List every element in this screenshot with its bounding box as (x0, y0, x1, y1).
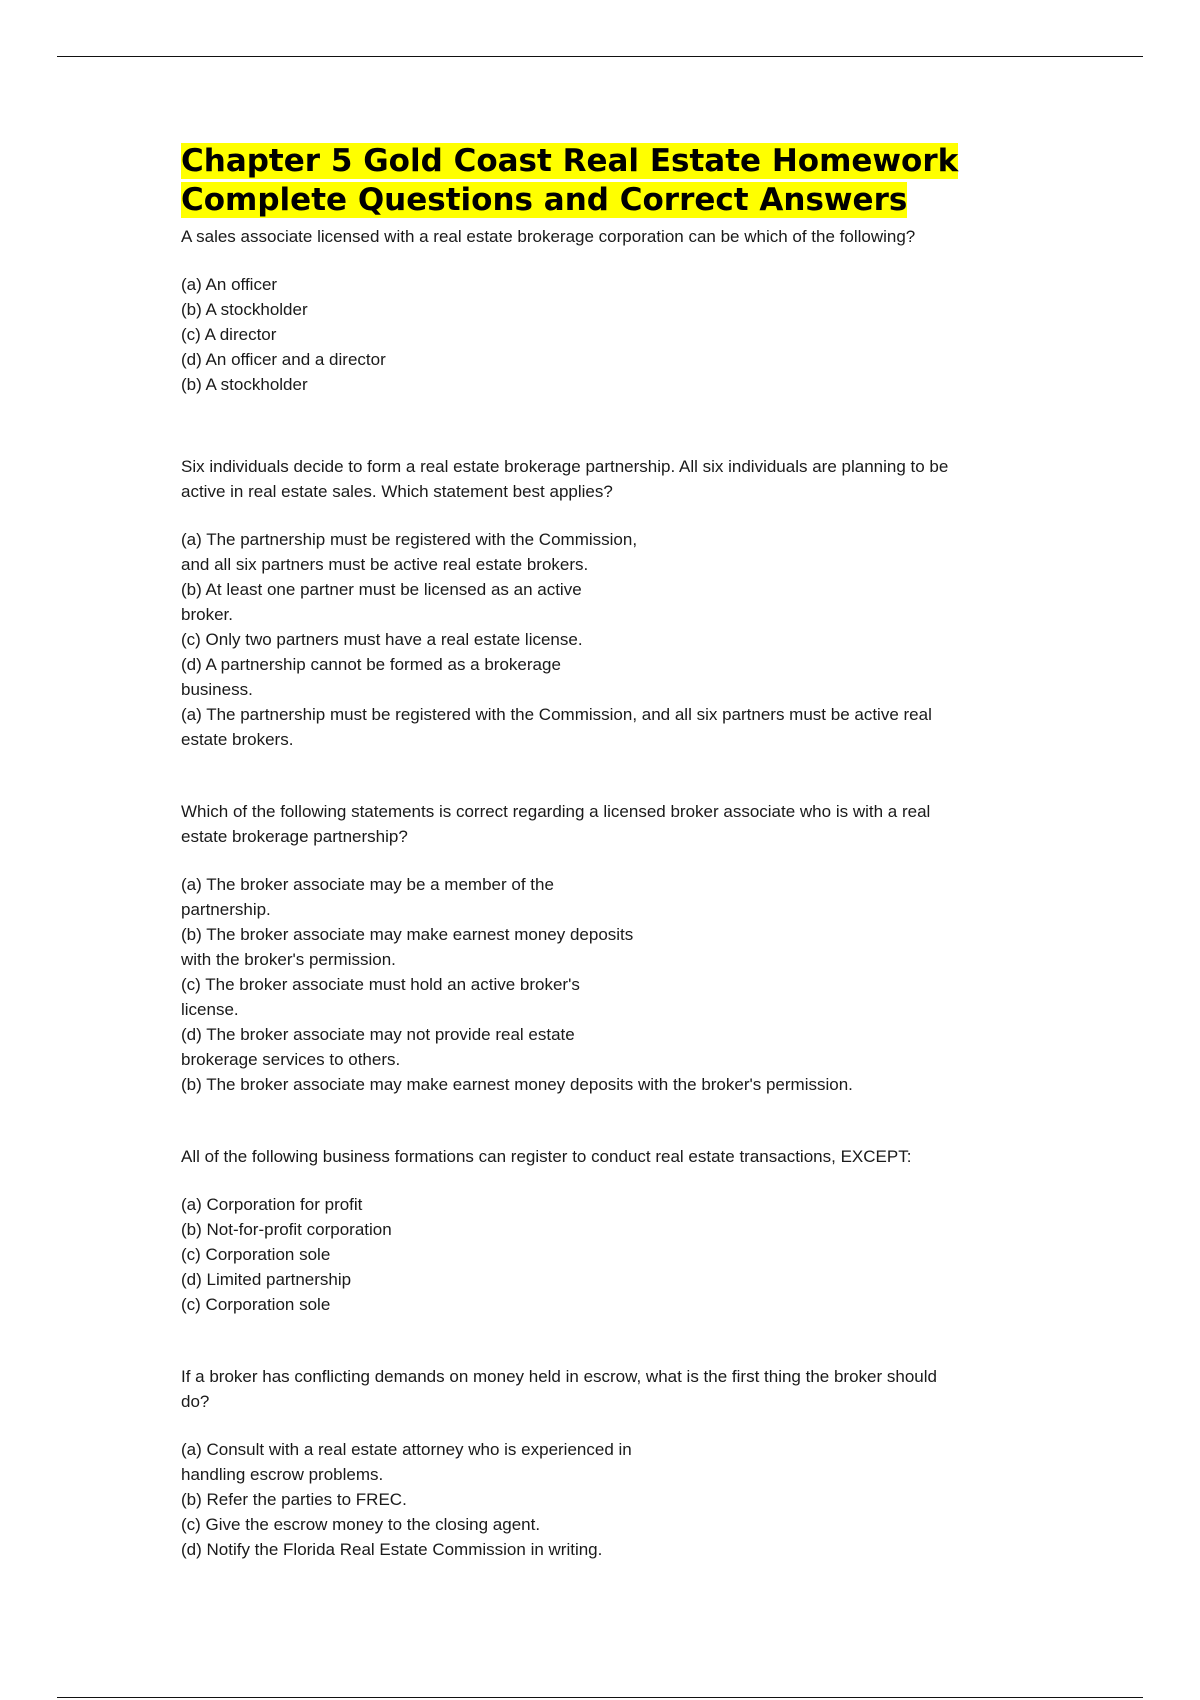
question-options (181, 872, 1061, 1097)
option: (a) The partnership must be registered with the Commission, (181, 530, 638, 549)
question-1 (181, 224, 1061, 397)
option: (b) Refer the parties to FREC. (181, 1490, 407, 1509)
option: brokerage services to others. (181, 1050, 401, 1069)
option: (d) An officer and a director (181, 350, 386, 369)
question-stem: Six individuals decide to form a real estate brokerage partnership. All six individuals are planning to be active in real estate sales. Which statement best applies? (181, 457, 949, 501)
question-stem: All of the following business formations can register to conduct real estate transactions, EXCEPT: (181, 1147, 912, 1166)
option: handling escrow problems. (181, 1465, 384, 1484)
option: partnership. (181, 900, 271, 919)
answer: (b) A stockholder (181, 375, 308, 394)
option: (c) A director (181, 325, 277, 344)
question-stem: A sales associate licensed with a real estate brokerage corporation can be which of the following? (181, 227, 916, 246)
option: and all six partners must be active real estate brokers. (181, 555, 589, 574)
option: (b) A stockholder (181, 300, 308, 319)
option: (a) An officer (181, 275, 278, 294)
option: (b) The broker associate may make earnest money deposits (181, 925, 634, 944)
question-options (181, 1437, 1061, 1562)
question-2 (181, 454, 1061, 752)
document-title (181, 142, 1061, 220)
question-stem: If a broker has conflicting demands on money held in escrow, what is the first thing the broker should do? (181, 1367, 937, 1411)
option: (c) The broker associate must hold an active broker's (181, 975, 580, 994)
question-options (181, 1192, 1061, 1317)
question-options (181, 272, 1061, 397)
option: (a) Consult with a real estate attorney who is experienced in (181, 1440, 632, 1459)
option: (b) At least one partner must be licensed as an active (181, 580, 582, 599)
question-stem: Which of the following statements is correct regarding a licensed broker associate who is with a real estate brokerage partnership? (181, 802, 931, 846)
option: (c) Corporation sole (181, 1245, 331, 1264)
option: broker. (181, 605, 233, 624)
option: (c) Only two partners must have a real estate license. (181, 630, 583, 649)
title-line-2: Complete Questions and Correct Answers (181, 182, 908, 218)
answer: (c) Corporation sole (181, 1295, 331, 1314)
title-line-1: Chapter 5 Gold Coast Real Estate Homework (181, 143, 959, 179)
document-body (181, 142, 1061, 1562)
option: (c) Give the escrow money to the closing agent. (181, 1515, 541, 1534)
option: (a) The broker associate may be a member of the (181, 875, 554, 894)
footer-rule (57, 1697, 1143, 1698)
option: (a) Corporation for profit (181, 1195, 363, 1214)
header-rule (57, 56, 1143, 57)
question-5 (181, 1364, 1061, 1562)
option: (d) The broker associate may not provide real estate (181, 1025, 575, 1044)
question-options (181, 527, 1061, 752)
option: (d) A partnership cannot be formed as a brokerage (181, 655, 561, 674)
question-3 (181, 799, 1061, 1097)
option: with the broker's permission. (181, 950, 396, 969)
answer: (a) The partnership must be registered with the Commission, and all six partners must be active real (181, 705, 932, 724)
answer: estate brokers. (181, 730, 294, 749)
question-4 (181, 1144, 1061, 1317)
option: (b) Not-for-profit corporation (181, 1220, 392, 1239)
answer: (b) The broker associate may make earnest money deposits with the broker's permission. (181, 1075, 853, 1094)
option: license. (181, 1000, 239, 1019)
option: (d) Limited partnership (181, 1270, 352, 1289)
option: business. (181, 680, 253, 699)
option: (d) Notify the Florida Real Estate Commission in writing. (181, 1540, 603, 1559)
